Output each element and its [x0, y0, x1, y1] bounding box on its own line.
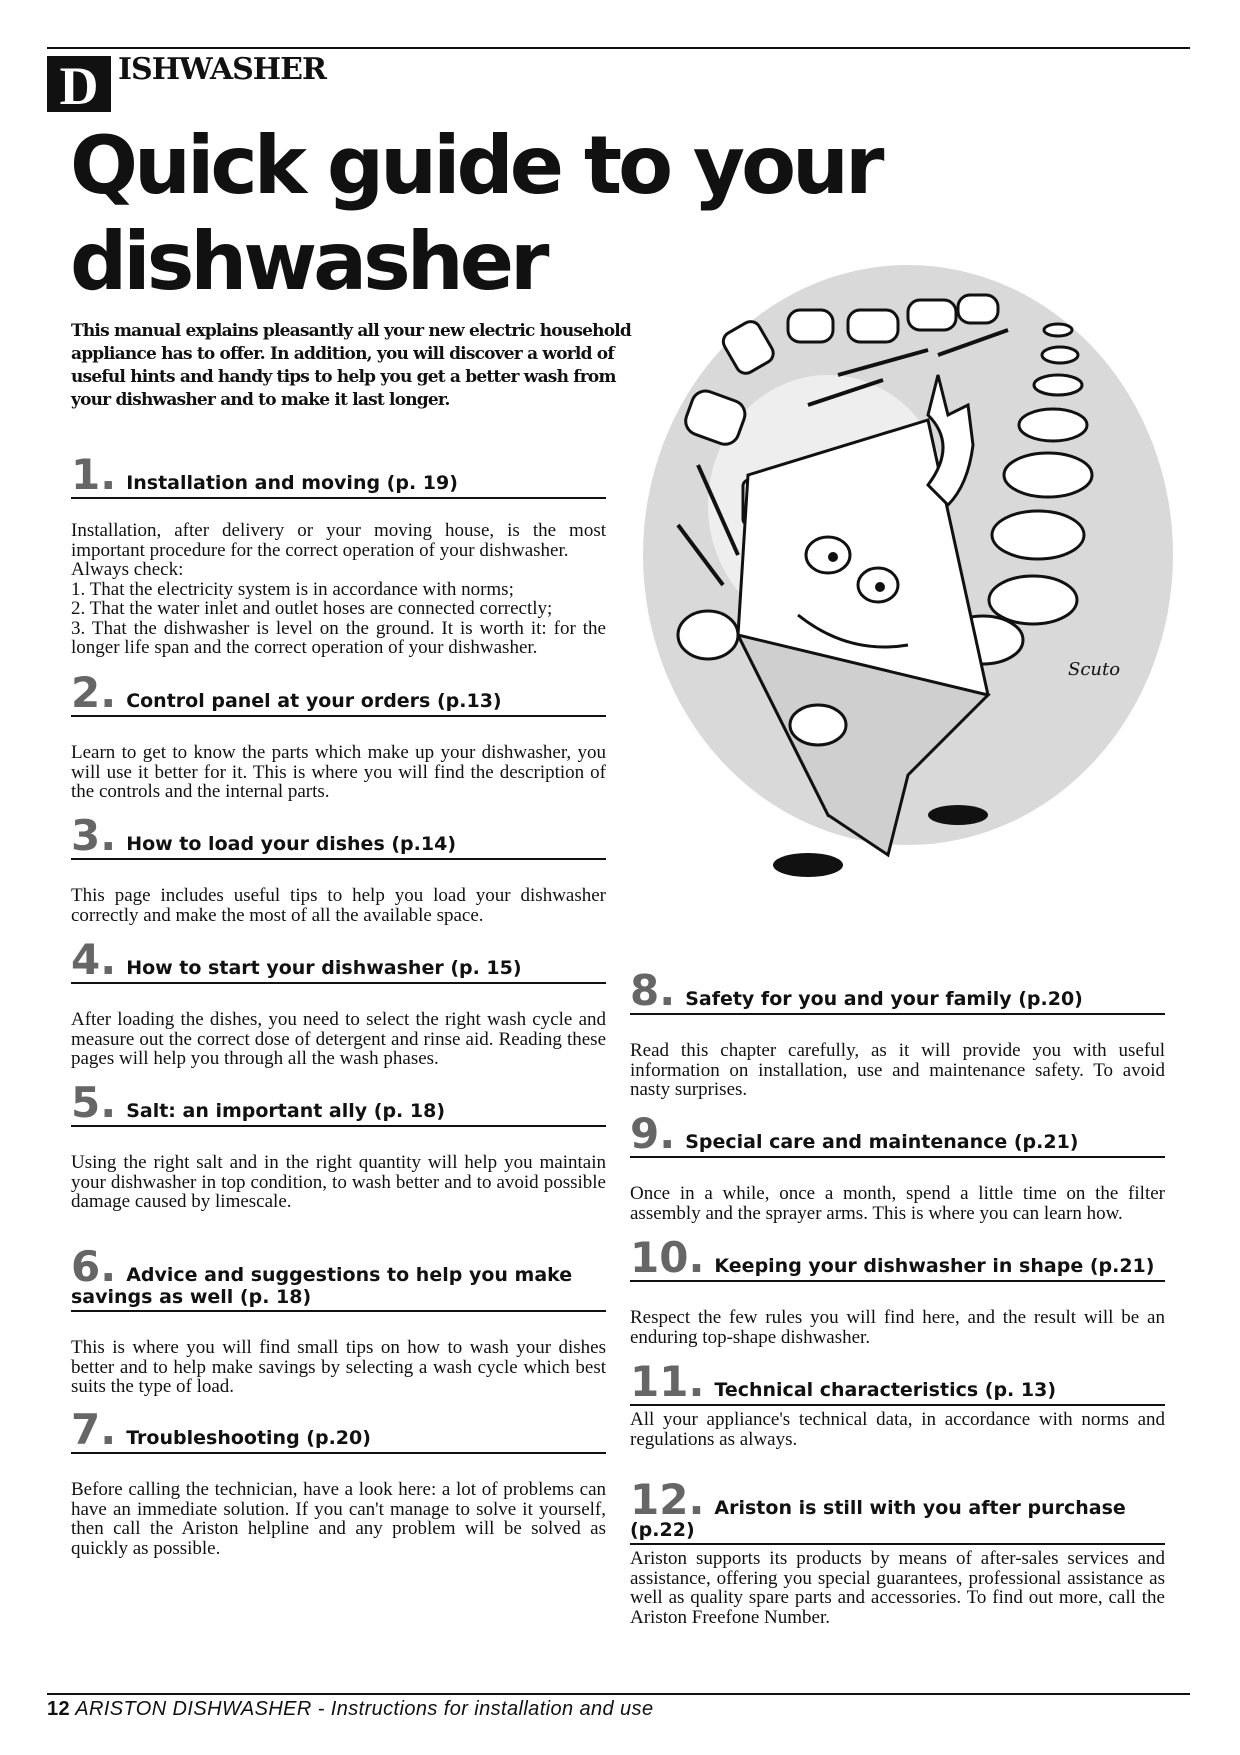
footer-text: ARISTON DISHWASHER - Instructions for installation and use [75, 1698, 654, 1720]
body-text: This page includes useful tips to help you load your dishwasher correctly and make the most of all the available space. [71, 885, 606, 926]
section-savings [71, 1242, 606, 1397]
section-control-panel [71, 668, 606, 802]
section-loading [71, 811, 606, 926]
dishwasher-cartoon-illustration [628, 255, 1173, 895]
body-text: Once in a while, once a month, spend a little time on the filter assembly and the sprayer arms. This is where you can learn how. [630, 1183, 1165, 1224]
section-letter-box: D [47, 56, 111, 112]
body-text: Installation, after delivery or your moving house, is the most important procedure for the correct operation of your dishwasher. [71, 520, 606, 561]
section-number: 11. [630, 1357, 705, 1406]
body-text: 1. That the electricity system is in accordance with norms; [71, 578, 514, 600]
section-body [71, 743, 606, 802]
section-body [630, 1308, 1165, 1347]
section-body [630, 1041, 1165, 1100]
title-line: dishwasher [70, 215, 546, 308]
section-number: 12. [630, 1475, 705, 1524]
section-heading [71, 1242, 606, 1312]
section-body [630, 1549, 1165, 1627]
section-heading [630, 1109, 1165, 1158]
section-title: How to start your dishwasher (p. 15) [126, 957, 522, 979]
section-body [630, 1184, 1165, 1223]
section-title: Troubleshooting (p.20) [126, 1427, 371, 1449]
section-safety [630, 966, 1165, 1100]
body-text: After loading the dishes, you need to select the right wash cycle and measure out the correct dose of detergent and rinse aid. Reading these pages will help you through all the wash phases. [71, 1009, 606, 1069]
section-number: 6. [71, 1242, 117, 1291]
section-technical [630, 1357, 1165, 1450]
artist-signature: Scuto [1068, 659, 1121, 680]
section-title: Salt: an important ally (p. 18) [126, 1100, 446, 1122]
section-title: Installation and moving (p. 19) [126, 472, 458, 494]
body-text: Before calling the technician, have a look here: a lot of problems can have an immediate solution. If you can't manage to solve it yourself, then call the Ariston helpline and any problem will be solved as quickly as possible. [71, 1479, 606, 1559]
section-title: Advice and suggestions to help you make savings as well (p. 18) [71, 1264, 573, 1308]
section-troubleshooting [71, 1405, 606, 1559]
section-number: 9. [630, 1109, 676, 1158]
section-heading [630, 1233, 1165, 1282]
page-footer [47, 1698, 654, 1721]
section-number: 4. [71, 935, 117, 984]
section-heading [630, 1357, 1165, 1406]
section-body [71, 1480, 606, 1558]
section-title: Control panel at your orders (p.13) [126, 690, 502, 712]
section-number: 10. [630, 1233, 705, 1282]
section-number: 8. [630, 966, 676, 1015]
section-body [71, 886, 606, 925]
body-text: 2. That the water inlet and outlet hoses are connected correctly; [71, 598, 553, 619]
body-text: 3. That the dishwasher is level on the ground. It is worth it: for the longer life span and the correct operation of your dishwasher. [71, 617, 606, 658]
body-text: Always check: [71, 559, 184, 580]
section-heading [71, 1078, 606, 1127]
section-title: Safety for you and your family (p.20) [685, 988, 1083, 1010]
section-number: 3. [71, 811, 117, 860]
section-heading [71, 811, 606, 860]
section-heading [71, 668, 606, 717]
section-heading [71, 935, 606, 984]
section-number: 1. [71, 450, 117, 499]
section-title: Keeping your dishwasher in shape (p.21) [714, 1255, 1155, 1277]
section-title: Special care and maintenance (p.21) [685, 1131, 1079, 1153]
intro-paragraph: This manual explains pleasantly all your new electric household appliance has to offer. In addition, you will discover a world of useful hints and handy tips to help you get a better wash from your dishwasher and to make it last longer. [71, 321, 632, 410]
section-number: 5. [71, 1078, 117, 1127]
top-rule [47, 47, 1190, 49]
section-heading [71, 450, 606, 499]
body-text: Respect the few rules you will find here, and the result will be an enduring top-shape dishwasher. [630, 1307, 1165, 1348]
section-body [71, 1153, 606, 1212]
section-title: How to load your dishes (p.14) [126, 833, 456, 855]
section-header: ISHWASHER [118, 52, 326, 87]
body-text: All your appliance's technical data, in accordance with norms and regulations as always. [630, 1409, 1165, 1450]
section-number: 2. [71, 668, 117, 717]
section-body [71, 1338, 606, 1397]
section-after-purchase [630, 1475, 1165, 1628]
section-heading [630, 1475, 1165, 1545]
section-salt [71, 1078, 606, 1212]
title-line: Quick guide to your [70, 119, 881, 212]
section-number: 7. [71, 1405, 117, 1454]
section-title: Technical characteristics (p. 13) [714, 1379, 1057, 1401]
page-number: 12 [47, 1698, 71, 1720]
section-body [71, 521, 606, 658]
section-heading [630, 966, 1165, 1015]
section-starting [71, 935, 606, 1069]
body-text: Using the right salt and in the right quantity will help you maintain your dishwasher in top condition, to wash better and to avoid possible damage caused by limescale. [71, 1152, 606, 1212]
body-text: Ariston supports its products by means of after-sales services and assistance, offering you special guarantees, professional assistance as well as quality spare parts and accessories. To find out more, call the Ariston Freefone Number. [630, 1548, 1165, 1628]
section-title: Ariston is still with you after purchase (p.22) [630, 1497, 1126, 1541]
section-body [630, 1410, 1165, 1449]
bottom-rule [47, 1693, 1190, 1695]
section-heading [71, 1405, 606, 1454]
section-installation [71, 450, 606, 658]
section-shape [630, 1233, 1165, 1348]
body-text: This is where you will find small tips on how to wash your dishes better and to help make savings by selecting a wash cycle which best suits the type of load. [71, 1337, 606, 1397]
section-maintenance [630, 1109, 1165, 1224]
body-text: Read this chapter carefully, as it will provide you with useful information on installation, use and maintenance safety. To avoid nasty surprises. [630, 1040, 1165, 1100]
body-text: Learn to get to know the parts which make up your dishwasher, you will use it better for it. This is where you will find the description of the controls and the internal parts. [71, 742, 606, 802]
section-body [71, 1010, 606, 1069]
